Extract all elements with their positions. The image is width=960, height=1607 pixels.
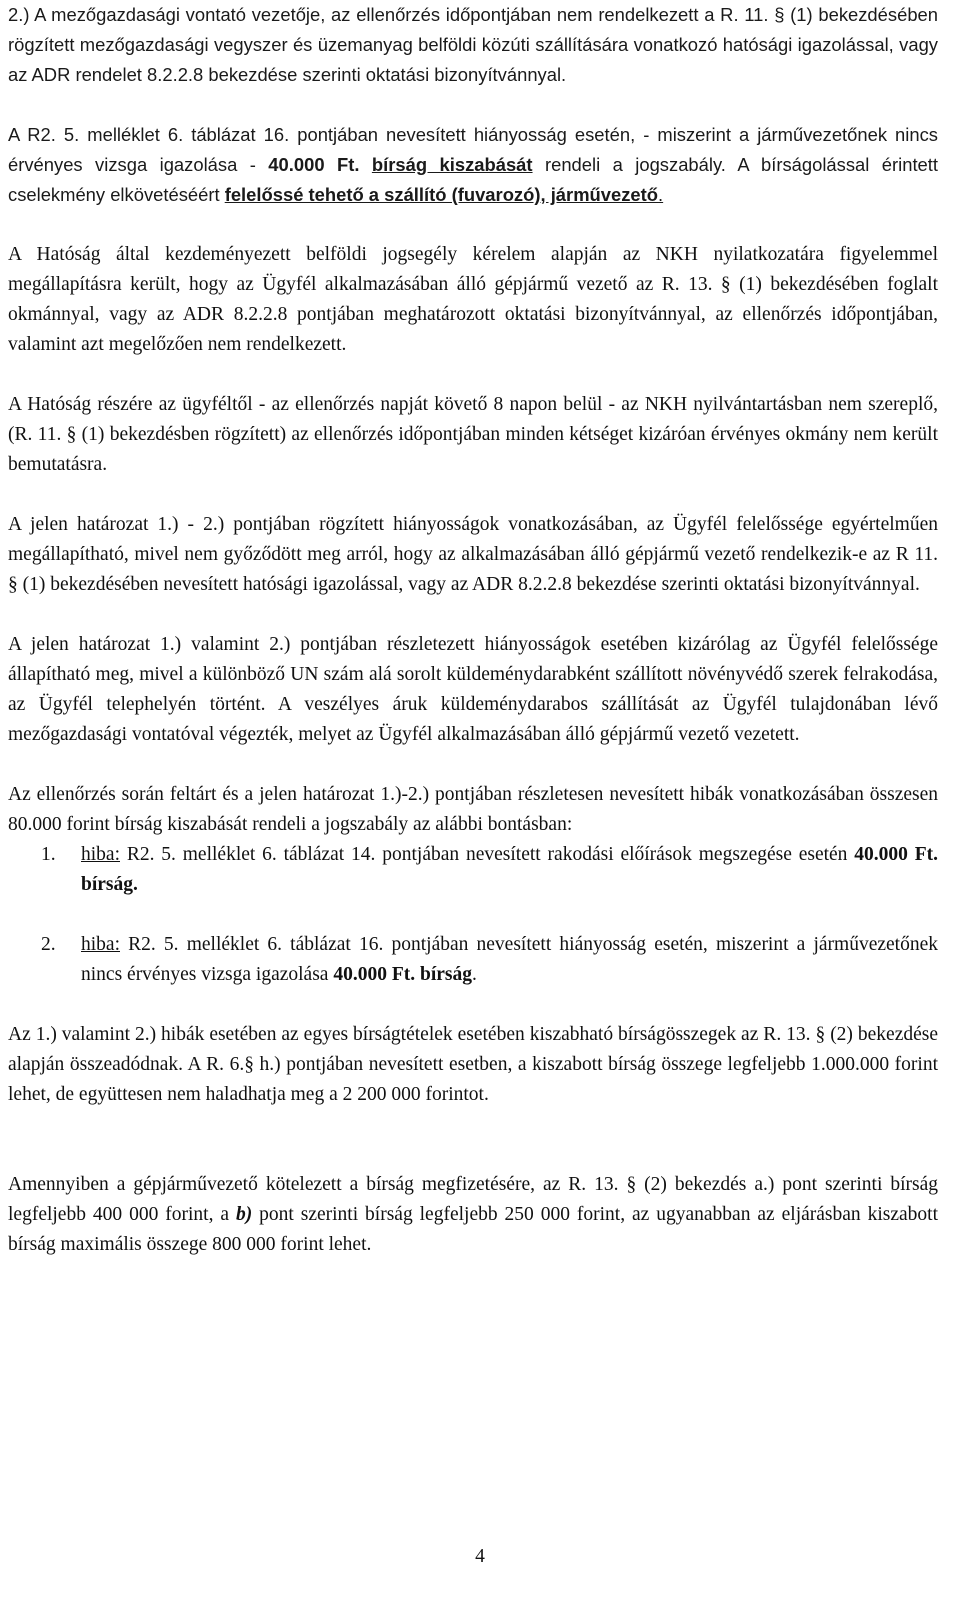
text-span: . — [658, 184, 664, 205]
document-page — [8, 0, 938, 1260]
italic-point-label: b) — [235, 1204, 253, 1225]
text-span: rendeli a jogszabály. A bírságolással érintett cselekmény elkövetéséért — [8, 154, 939, 205]
spacer — [8, 210, 938, 240]
list-item — [8, 930, 938, 990]
text-span: . — [472, 964, 477, 985]
paragraph-fine-note — [8, 120, 938, 210]
bold-amount: 40.000 Ft. bírság — [333, 964, 472, 985]
spacer — [8, 360, 938, 390]
spacer — [8, 600, 938, 630]
spacer — [8, 900, 938, 930]
text-span: A R2. 5. melléklet 6. táblázat 16. pontjában nevesített hiányosság esetén, - miszerint a járművezetőnek nincs érvényes vizsga igazolása - — [8, 124, 938, 175]
bold-amount: 40.000 Ft. bírság — [81, 844, 939, 895]
paragraph-client-docs: A Hatóság részére az ügyféltől - az ellenőrzés napját követő 8 napon belül - az NKH nyilvántartásban nem szereplő, (R. 11. § (1) bekezdésben rögzített) az ellenőrzés időpontjában minden kétséget kizáróan érvényes okmány nem került bemutatásra. — [8, 394, 938, 475]
spacer — [8, 1140, 938, 1170]
paragraph-legal-aid: A Hatóság által kezdeményezett belföldi jogsegély kérelem alapján az NKH nyilatkozatára figyelemmel megállapításra került, hogy az Ügyfél alkalmazásában álló gépjármű vezető az R. 13. § (1) bekezdésében foglalt okmánnyal, vagy az ADR 8.2.2.8 pontjában meghatározott oktatási bizonyítvánnyal, az ellenőrzés időpontjában, valamint azt megelőzően nem rendelkezett. — [8, 244, 938, 355]
list-item — [8, 840, 938, 900]
spacer — [8, 90, 938, 120]
spacer — [8, 750, 938, 780]
fault-label: hiba: — [81, 934, 120, 955]
paragraph-exclusive-responsibility: A jelen határozat 1.) valamint 2.) pontjában részletezett hiányosságok esetében kizárólag az Ügyfél felelőssége állapítható meg, mivel a különböző UN szám alá sorolt küldeménydarabként szállított növényvédő szerek felrakodása, az Ügyfél telephelyén történt. A veszélyes áruk küldeménydarabos szállítását az Ügyfél tulajdonában lévő mezőgazdasági vontatóval végezték, melyet az Ügyfél alkalmazásában álló gépjármű vezető vezetett. — [8, 634, 938, 745]
bold-underlined-phrase: bírság kiszabását — [371, 154, 533, 175]
list-number: 1. — [41, 844, 56, 865]
text-span: R2. 5. melléklet 6. táblázat 14. pontjában nevesített rakodási előírások megszegése esetén — [120, 844, 855, 865]
spacer — [8, 990, 938, 1020]
paragraph-responsibility: A jelen határozat 1.) - 2.) pontjában rögzített hiányosságok vonatkozásában, az Ügyfél felelőssége egyértelműen megállapítható, mivel nem győződött meg arról, hogy az alkalmazásában álló gépjármű vezető rendelkezik-e az R 11. § (1) bekezdésében nevesített hatósági igazolással, vagy az ADR 8.2.2.8 bekezdése szerinti oktatási bizonyítvánnyal. — [8, 514, 938, 595]
fault-list — [8, 840, 938, 990]
paragraph-point-2: 2.) A mezőgazdasági vontató vezetője, az ellenőrzés időpontjában nem rendelkezett a R. 11. § (1) bekezdésében rögzített mezőgazdasági vegyszer és üzemanyag belföldi közúti szállítására vonatkozó hatósági igazolással, vagy az ADR rendelet 8.2.2.8 bekezdése szerinti oktatási bizonyítvánnyal. — [8, 4, 938, 85]
text-span: R2. 5. melléklet 6. táblázat 16. pontjában nevesített hiányosság esetén, miszerint a járművezetőnek nincs érvényes vizsga igazolása — [81, 934, 938, 985]
fault-label: hiba: — [81, 844, 120, 865]
page-number: 4 — [475, 1546, 485, 1567]
list-number: 2. — [41, 934, 56, 955]
text-span: . — [133, 874, 138, 895]
paragraph-aggregation: Az 1.) valamint 2.) hibák esetében az egyes bírságtételek esetében kiszabható bírságösszegek az R. 13. § (2) bekezdése alapján összeadódnak. A R. 6.§ h.) pontjában nevesített esetben, a kiszabott bírság összege legfeljebb 1.000.000 forint lehet, de együttesen nem haladhatja meg a 2 200 000 forintot. — [8, 1024, 938, 1105]
bold-amount: 40.000 Ft. — [268, 154, 360, 175]
bold-underlined-phrase: felelőssé tehető a szállító (fuvarozó), járművezető — [224, 184, 659, 205]
paragraph-driver-fine — [8, 1170, 938, 1260]
text-span — [359, 154, 371, 175]
paragraph-fine-total: Az ellenőrzés során feltárt és a jelen határozat 1.)-2.) pontjában részletesen nevesített hibák vonatkozásában összesen 80.000 forint bírság kiszabását rendeli a jogszabály az alábbi bontásban: — [8, 784, 938, 835]
text-span: Amennyiben a gépjárművezető kötelezett a bírság megfizetésére, az R. 13. § (2) bekezdés a.) pont szerinti bírság legfeljebb 400 000 forint, a — [8, 1174, 938, 1225]
spacer — [8, 1110, 938, 1140]
text-span: pont szerinti bírság legfeljebb 250 000 forint, az ugyanabban az eljárásban kiszabott bírság maximális összege 800 000 forint lehet. — [8, 1204, 938, 1255]
spacer — [8, 480, 938, 510]
